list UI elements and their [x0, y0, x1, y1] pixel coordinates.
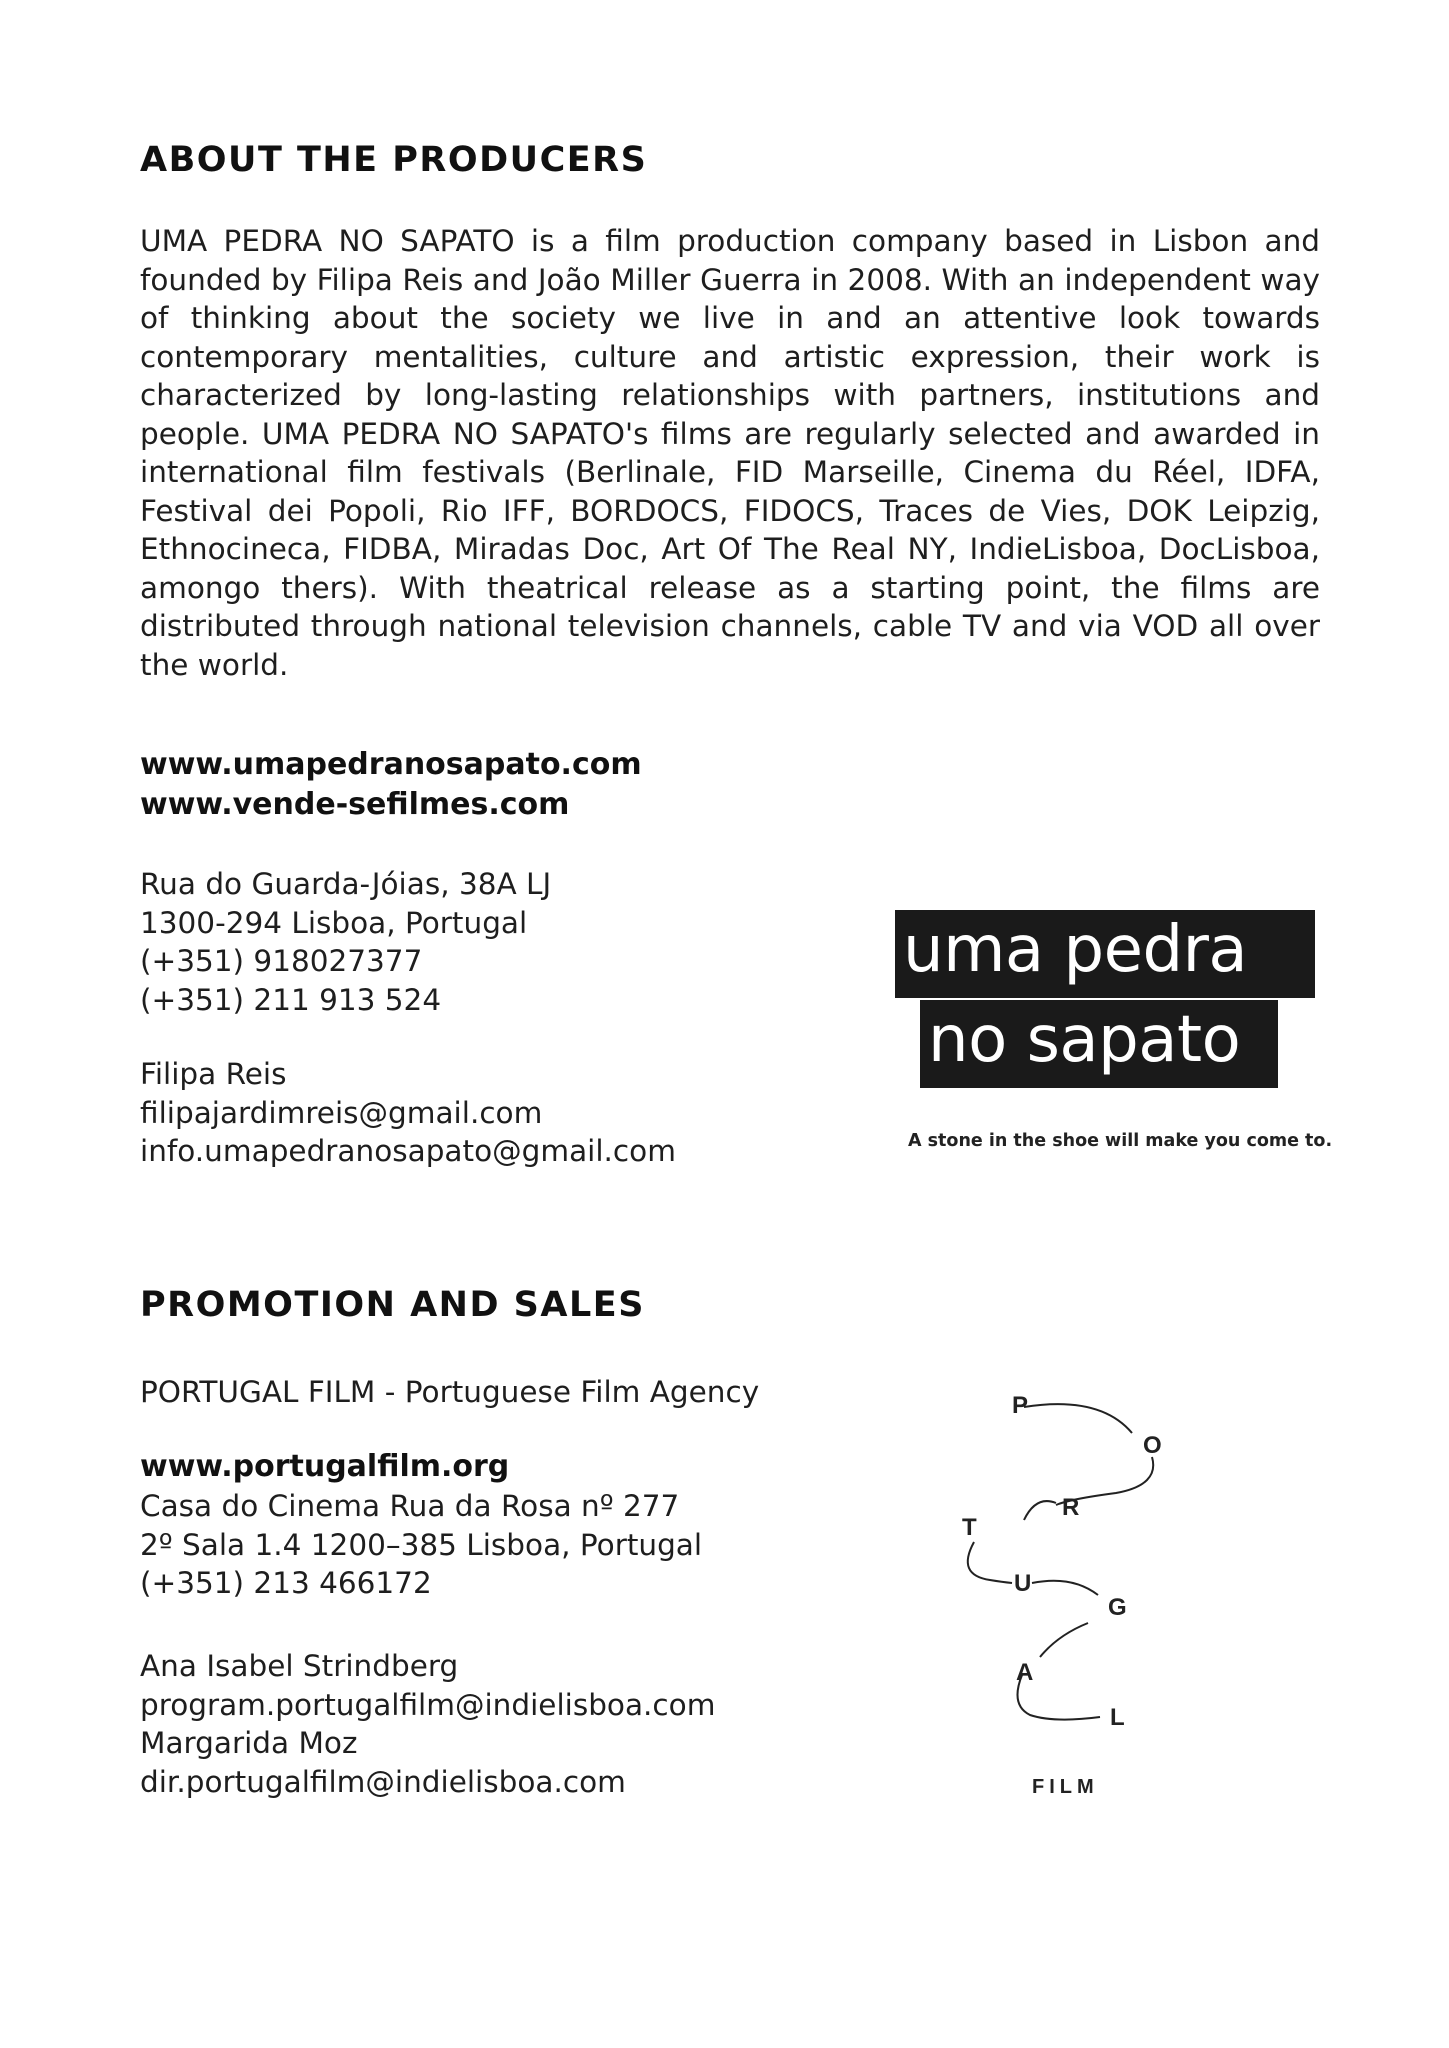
agency-website-link[interactable]: www.portugalfilm.org — [140, 1449, 510, 1484]
pf-letter-r: R — [1062, 1494, 1080, 1521]
agency-address-city: 2º Sala 1.4 1200–385 Lisboa, Portugal — [140, 1527, 703, 1562]
agency-name: PORTUGAL FILM - Portuguese Film Agency — [140, 1375, 760, 1409]
distributor-website-link[interactable]: www.vende-sefilmes.com — [140, 787, 570, 822]
address-street: Rua do Guarda-Jóias, 38A LJ — [140, 867, 552, 901]
pf-letter-p: P — [1012, 1392, 1029, 1419]
producer-address — [140, 865, 551, 1019]
producer-website-link[interactable]: www.umapedranosapato.com — [140, 747, 642, 782]
pf-letter-u: U — [1014, 1570, 1032, 1597]
pf-word-film: FILM — [1032, 1776, 1099, 1798]
pf-letter-l: L — [1110, 1704, 1125, 1731]
contact-name-1: Ana Isabel Strindberg — [140, 1649, 459, 1683]
contact-email[interactable]: filipajardimreis@gmail.com — [140, 1095, 543, 1130]
address-city: 1300-294 Lisboa, Portugal — [140, 905, 528, 940]
logo-tagline: A stone in the shoe will make you come to. — [908, 1131, 1333, 1151]
pf-letter-a: A — [1016, 1659, 1034, 1686]
promotion-contacts — [140, 1647, 715, 1801]
producer-contacts — [140, 1055, 676, 1171]
agency-phone: (+351) 213 466172 — [140, 1566, 432, 1600]
logo-line-2: no sapato — [920, 1000, 1278, 1088]
promotion-agency — [140, 1373, 759, 1412]
logo-line-1: uma pedra — [895, 910, 1315, 998]
contact-email-2[interactable]: dir.portugalfilm@indielisboa.com — [140, 1764, 626, 1799]
producers-description: UMA PEDRA NO SAPATO is a film production company based in Lisbon and founded by Filipa Reis and João Miller Guerra in 2008. With an independent way of thinking about the society we live in and an attentive look towards contemporary mentalities, culture and artistic expression, their work is characterized by long-lasting relationships with partners, institutions and people. UMA PEDRA NO SAPATO's films are regularly selected and awarded in international film festivals (Berlinale, FID Marseille, Cinema du Réel, IDFA, Festival dei Popoli, Rio IFF, BORDOCS, FIDOCS, Traces de Vies, DOK Leipzig, Ethnocineca, FIDBA, Miradas Doc, Art Of The Real NY, IndieLisboa, DocLisboa, amongo thers). With theatrical release as a starting point, the films are distributed through national television channels, cable TV and via VOD all over the world. — [140, 224, 1320, 682]
pf-letter-t: T — [962, 1514, 977, 1541]
promotion-heading: PROMOTION AND SALES — [140, 1285, 645, 1325]
portugal-film-logo-graphic — [940, 1375, 1180, 1825]
phone-landline: (+351) 211 913 524 — [140, 982, 442, 1017]
pf-letter-o: O — [1143, 1432, 1162, 1459]
portugal-film-logo — [940, 1375, 1180, 1825]
phone-mobile: (+351) 918027377 — [140, 944, 423, 978]
pf-letter-g: G — [1108, 1594, 1127, 1621]
producers-heading: ABOUT THE PRODUCERS — [140, 140, 648, 180]
contact-name: Filipa Reis — [140, 1057, 287, 1091]
info-email[interactable]: info.umapedranosapato@gmail.com — [140, 1134, 676, 1168]
contact-email-1[interactable]: program.portugalfilm@indielisboa.com — [140, 1687, 716, 1722]
agency-address-street: Casa do Cinema Rua da Rosa nº 277 — [140, 1489, 680, 1523]
contact-name-2: Margarida Moz — [140, 1726, 358, 1760]
producer-websites — [140, 745, 642, 825]
promotion-address — [140, 1447, 702, 1603]
